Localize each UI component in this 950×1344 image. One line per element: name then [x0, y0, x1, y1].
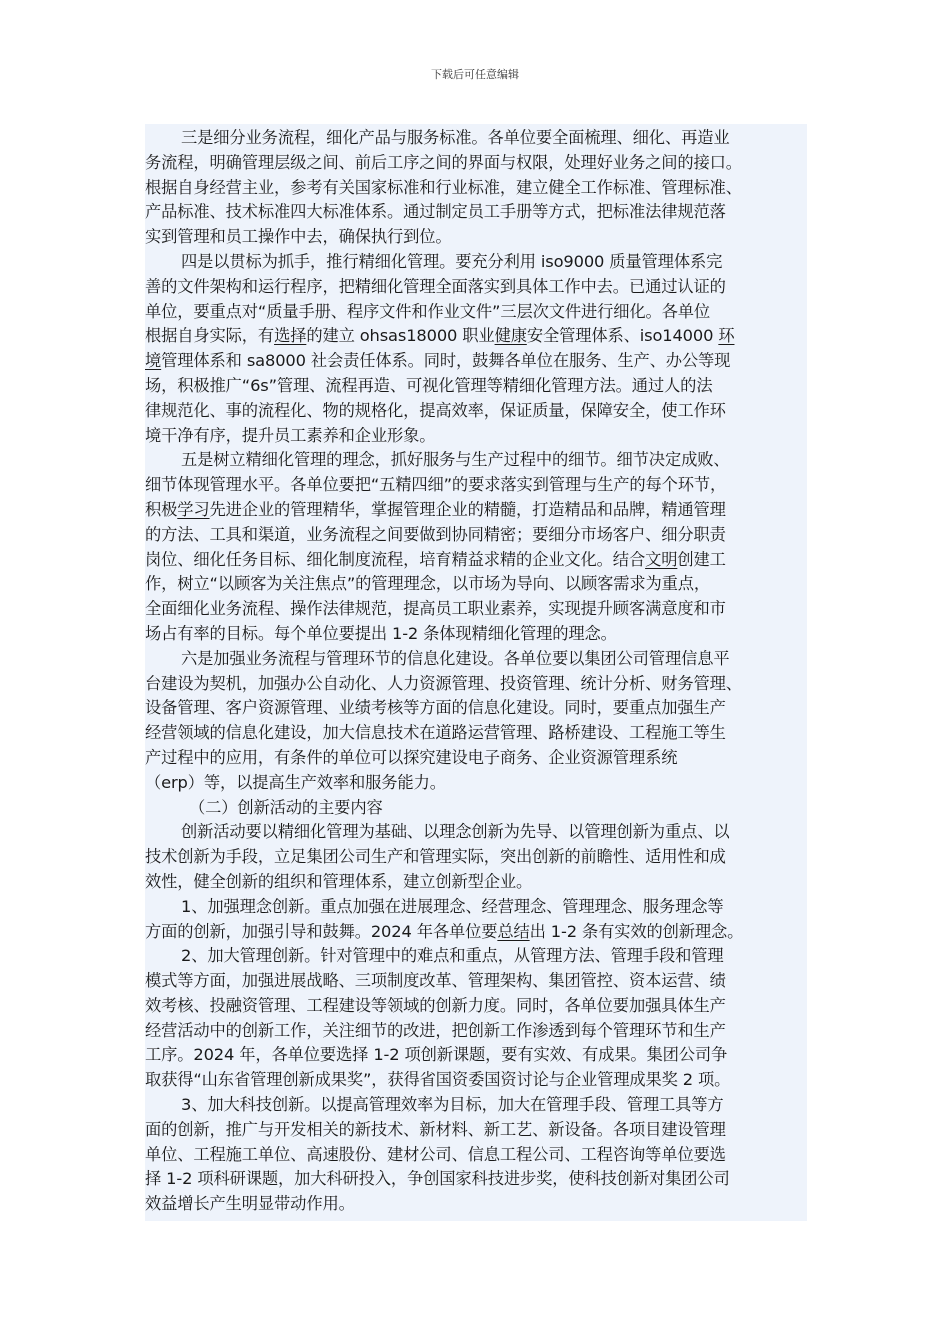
- text-segment: 出 1-2 条有实效的创新理念。: [529, 921, 744, 941]
- page-header: 下载后可任意编辑: [431, 68, 519, 81]
- text-line: [145, 498, 807, 523]
- text-line: 择 1-2 项科研课题，加大科研投入，争创国家科技进步奖，使科技创新对集团公司: [145, 1169, 730, 1189]
- text-line: 台建设为契机，加强办公自动化、人力资源管理、投资管理、统计分析、财务管理、: [145, 673, 742, 693]
- text-line: 效考核、投融资管理、工程建设等领域的创新力度。同时，各单位要加强具体生产: [145, 995, 726, 1015]
- text-line: 场，积极推广“6s”管理、流程再造、可视化管理等精细化管理方法。通过人的法: [145, 375, 713, 395]
- underlined-text: 选择: [274, 326, 307, 346]
- text-segment: 创建工: [677, 549, 726, 569]
- text-line: 设备管理、客户资源管理、业绩考核等方面的信息化建设。同时，要重点加强生产: [145, 698, 726, 718]
- text-line: 单位、工程施工单位、高速股份、建材公司、信息工程公司、工程咨询等单位要选: [145, 1144, 726, 1164]
- text-segment: 的建立 ohsas18000 职业: [306, 326, 495, 346]
- text-line: 工序。2024 年，各单位要选择 1-2 项创新课题，要有实效、有成果。集团公司争: [145, 1045, 728, 1065]
- text-line: 四是以贯标为抓手，推行精细化管理。要充分利用 iso9000 质量管理体系完: [181, 251, 723, 271]
- text-line: 经营领域的信息化建设，加大信息技术在道路运营管理、路桥建设、工程施工等生: [145, 723, 726, 743]
- text-line: 经营活动中的创新工作，关注细节的改进，把创新工作渗透到每个管理环节和生产: [145, 1020, 726, 1040]
- text-segment: 安全管理体系、iso14000: [526, 326, 719, 346]
- text-segment: 积极: [145, 499, 178, 519]
- text-line: [145, 324, 807, 349]
- text-line: 创新活动要以精细化管理为基础、以理念创新为先导、以管理创新为重点、以: [181, 822, 730, 842]
- text-line: 2、加大管理创新。针对管理中的难点和重点，从管理方法、管理手段和管理: [181, 946, 724, 966]
- text-line: 实到管理和员工操作中去，确保执行到位。: [145, 227, 452, 247]
- text-line: [145, 349, 807, 374]
- text-segment: 根据自身实际，有: [145, 326, 275, 346]
- document-body: [145, 124, 807, 1221]
- text-line: [145, 920, 807, 945]
- text-line: 3、加大科技创新。以提高管理效率为目标，加大在管理手段、管理工具等方: [181, 1095, 724, 1115]
- underlined-text: 总结: [497, 921, 530, 941]
- text-line: 律规范化、事的流程化、物的规格化，提高效率，保证质量，保障安全，使工作环: [145, 400, 726, 420]
- text-segment: 方面的创新，加强引导和鼓舞。2024 年各单位要: [145, 921, 498, 941]
- text-line: 单位，要重点对“质量手册、程序文件和作业文件”三层次文件进行细化。各单位: [145, 301, 711, 321]
- text-line: 三是细分业务流程，细化产品与服务标准。各单位要全面梳理、细化、再造业: [181, 128, 730, 147]
- text-segment: 管理体系和 sa8000 社会责任体系。同时，鼓舞各单位在服务、生产、办公等现: [161, 351, 731, 371]
- text-line: 六是加强业务流程与管理环节的信息化建设。各单位要以集团公司管理信息平: [181, 648, 730, 668]
- text-line: 细节体现管理水平。各单位要把“五精四细”的要求落实到管理与生产的每个环节，: [145, 475, 727, 495]
- text-line: 效性，健全创新的组织和管理体系，建立创新型企业。: [145, 871, 533, 891]
- text-line: （erp）等，以提高生产效率和服务能力。: [145, 772, 446, 792]
- text-line: 的方法、工具和渠道，业务流程之间要做到协同精密；要细分市场客户、细分职责: [145, 524, 726, 544]
- text-line: 境干净有序，提升员工素养和企业形象。: [145, 425, 436, 445]
- text-line: 善的文件架构和运行程序，把精细化管理全面落实到具体工作中去。已通过认证的: [145, 276, 726, 296]
- underlined-text: 健康: [494, 326, 527, 346]
- text-segment: 岗位、细化任务目标、细化制度流程，培育精益求精的企业文化。结合: [145, 549, 646, 569]
- text-segment: 先进企业的管理精华，掌握管理企业的精髓，打造精品和品牌，精通管理: [209, 499, 726, 519]
- text-line: 1、加强理念创新。重点加强在进展理念、经营理念、管理理念、服务理念等: [181, 896, 724, 916]
- text-line: （二）创新活动的主要内容: [189, 797, 383, 817]
- text-line: 务流程，明确管理层级之间、前后工序之间的界面与权限，处理好业务之间的接口。: [145, 152, 742, 172]
- text-line: 面的创新，推广与开发相关的新技术、新材料、新工艺、新设备。各项目建设管理: [145, 1119, 726, 1139]
- text-line: 场占有率的目标。每个单位要提出 1-2 条体现精细化管理的理念。: [145, 623, 617, 643]
- text-line: 作，树立“以顾客为关注焦点”的管理理念，以市场为导向、以顾客需求为重点，: [145, 574, 711, 594]
- text-line: 全面细化业务流程、操作法律规范，提高员工职业素养，实现提升顾客满意度和市: [145, 599, 726, 619]
- underlined-text: 境: [145, 351, 162, 371]
- text-line: 根据自身经营主业，参考有关国家标准和行业标准，建立健全工作标准、管理标准、: [145, 177, 742, 197]
- text-line: 五是树立精细化管理的理念，抓好服务与生产过程中的细节。细节决定成败、: [181, 450, 730, 470]
- text-line: 产品标准、技术标准四大标准体系。通过制定员工手册等方式，把标准法律规范落: [145, 202, 726, 222]
- text-line: 取获得“山东省管理创新成果奖”，获得省国资委国资讨论与企业管理成果奖 2 项。: [145, 1070, 731, 1090]
- text-line: 效益增长产生明显带动作用。: [145, 1194, 355, 1214]
- underlined-text: 文明: [645, 549, 678, 569]
- underlined-text: 环: [718, 326, 735, 346]
- underlined-text: 学习: [177, 499, 210, 519]
- text-line: [145, 548, 807, 573]
- text-line: 产过程中的应用，有条件的单位可以探究建设电子商务、企业资源管理系统: [145, 747, 678, 767]
- text-line: 模式等方面，加强进展战略、三项制度改革、管理架构、集团管控、资本运营、绩: [145, 971, 726, 991]
- text-line: 技术创新为手段，立足集团公司生产和管理实际，突出创新的前瞻性、适用性和成: [145, 847, 726, 867]
